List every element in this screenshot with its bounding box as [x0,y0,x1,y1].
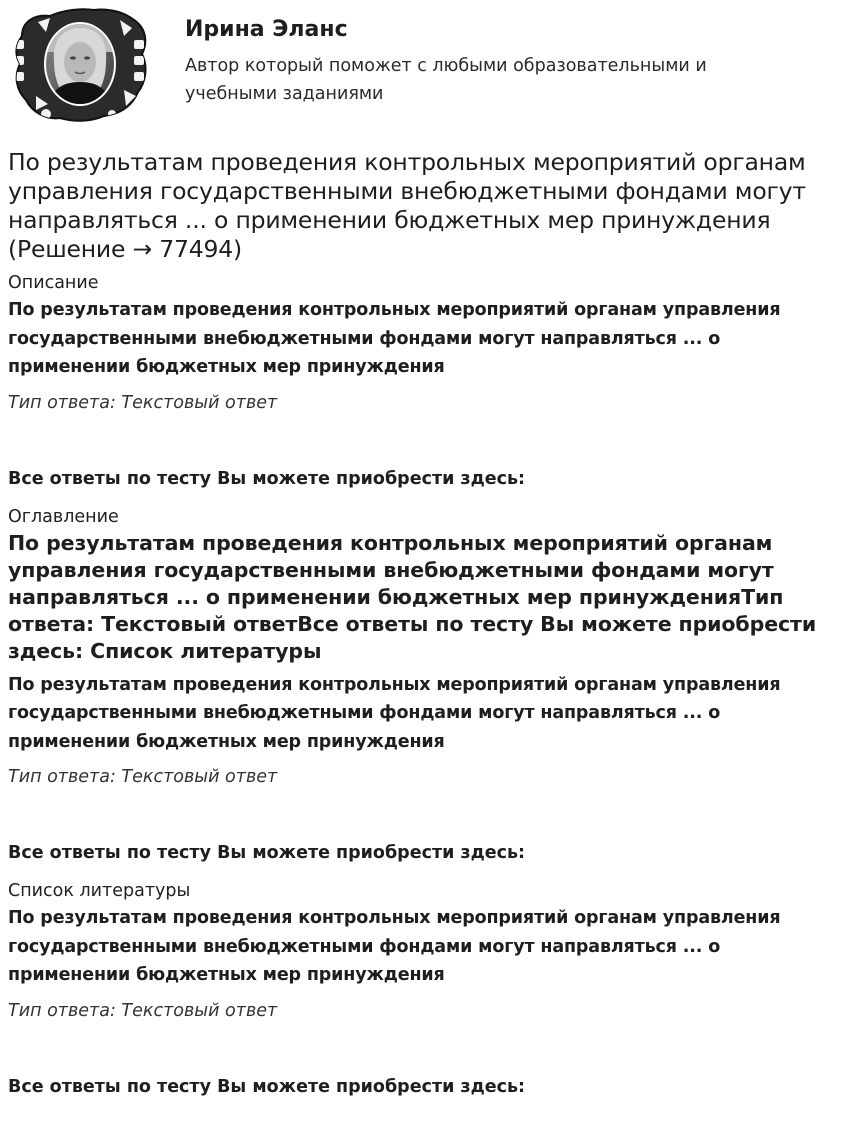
question-text: По результатам проведения контрольных мероприятий органам управления государственными внебюджетными фондами могут направляться ... о применении бюджетных мер принуждения [8,300,781,377]
toc-section [8,506,840,865]
author-portrait-icon [8,6,150,126]
description-section [8,272,840,490]
author-name[interactable]: Ирина Эланс [185,17,348,42]
author-description: Автор который поможет с любыми образовательными и учебными заданиями [185,56,707,104]
buy-answers-text: Все ответы по тесту Вы можете приобрести здесь: [8,468,526,489]
author-card [8,6,838,128]
buy-answers-text: Все ответы по тесту Вы можете приобрести здесь: [8,843,526,863]
toc-heading: По результатам проведения контрольных мероприятий органам управления государственными внебюджетными фондами могут направляться ... о применении бюджетных мер принужденияТип ответа: Текстовый ответВсе ответы по тесту Вы можете приобрести здесь: Список литературы [8,530,817,663]
answer-type: Тип ответа: Текстовый ответ [8,1000,278,1021]
answer-type: Тип ответа: Текстовый ответ [8,392,278,413]
section-label-toc: Оглавление [8,506,119,527]
page-title: По результатам проведения контрольных мероприятий органам управления государственными внебюджетными фондами могут направляться ... о применении бюджетных мер принуждения (Решение → 77494) [8,148,806,263]
section-label-description: Описание [8,273,99,293]
section-label-literature: Список литературы [8,881,191,901]
main-content [8,148,840,1098]
literature-section [8,880,840,1098]
question-text: По результатам проведения контрольных мероприятий органам управления государственными внебюджетными фондами могут направляться ... о применении бюджетных мер принуждения [8,674,781,752]
answer-type: Тип ответа: Текстовый ответ [8,767,278,787]
question-text: По результатам проведения контрольных мероприятий органам управления государственными внебюджетными фондами могут направляться ... о применении бюджетных мер принуждения [8,908,781,985]
buy-answers-text: Все ответы по тесту Вы можете приобрести здесь: [8,1076,526,1097]
